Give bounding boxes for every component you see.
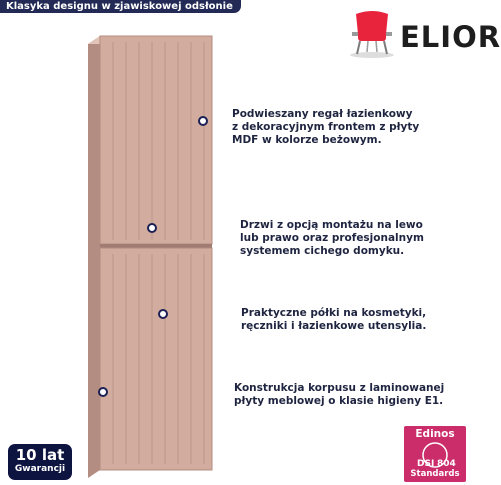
callout-shelves: Praktyczne półki na kosmetyki, ręczniki i łazienkowe utensylia. (241, 307, 427, 332)
warranty-years: 10 lat (15, 446, 65, 464)
callout-construction: Konstrukcja korpusu z laminowanej płyty meblowej o klasie higieny E1. (234, 382, 445, 407)
header-tagline: Klasyka designu w zjawiskowej odsłonie (0, 0, 241, 13)
brand-name: ELIOR (400, 20, 501, 54)
edinos-standards: Standards (410, 469, 460, 479)
edinos-left-text: DSI (417, 459, 435, 469)
edinos-badge (404, 426, 466, 482)
edinos-mark-icon (404, 440, 466, 470)
edinos-name: Edinos (415, 428, 455, 440)
warranty-badge (8, 444, 72, 480)
warranty-label: Gwarancji (14, 464, 66, 474)
callout-doors: Drzwi z opcją montażu na lewo lub prawo oraz profesjonalnym systemem cichego domyku. (240, 219, 424, 257)
edinos-right-text: 804 (437, 459, 456, 469)
callout-wall-mounted: Podwieszany regał łazienkowy z dekoracyjnym frontem z płyty MDF w kolorze beżowym. (232, 108, 420, 146)
